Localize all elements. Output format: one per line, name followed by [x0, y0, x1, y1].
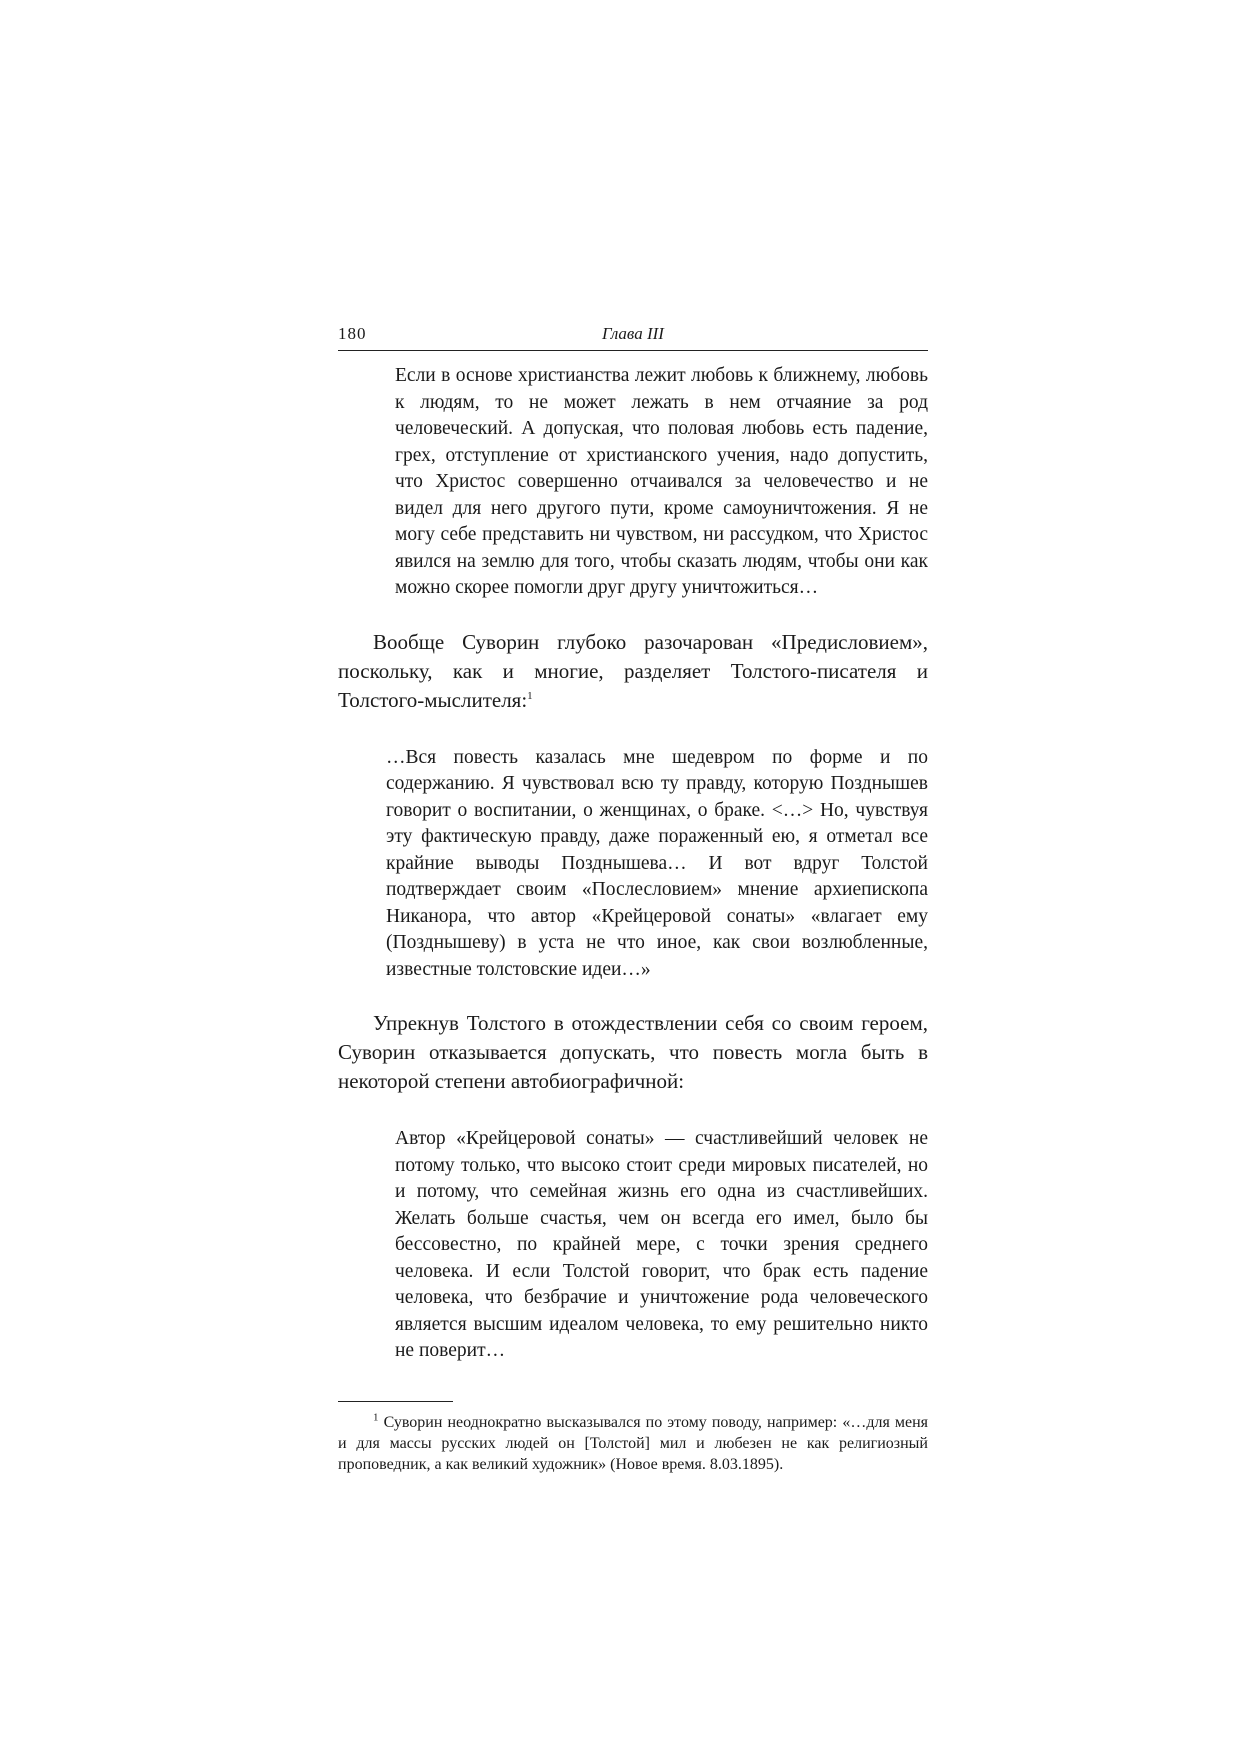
footnote-divider	[338, 1401, 453, 1402]
body-paragraph	[338, 628, 928, 715]
block-quote: Автор «Крейцеровой сонаты» — счастливейший человек не потому только, что высоко стоит среди мировых писателей, но и потому, что семейная жизнь его одна из счастливейших. Желать больше счастья, чем он всегда его имел, было бы бессовестно, по крайней мере, с точки зрения среднего человека. И если Толстой говорит, что брак есть падение человека, что безбрачие и уничтожение рода человеческого является высшим идеалом человека, то ему решительно никто не поверит…	[395, 1128, 928, 1361]
book-page	[338, 322, 928, 1491]
page-number: 180	[338, 324, 367, 343]
footnote-marker: 1	[373, 1411, 379, 1424]
footnote-reference: 1	[527, 689, 533, 702]
paragraph-text: Вообще Суворин глубоко разочарован «Предисловием», поскольку, как и многие, разделяет Толстого-писателя и Толстого-мыслителя:	[338, 629, 928, 712]
footnote	[338, 1412, 928, 1475]
block-quote: Если в основе христианства лежит любовь к ближнему, любовь к людям, то не может лежать в нем отчаяние за род человеческий. А допуская, что половая любовь есть падение, грех, отступление от христианского учения, надо допустить, что Христос совершенно отчаивался за человечество и не видел для него другого пути, кроме самоуничтожения. Я не могу себе представить ни чувством, ни рассудком, что Христос явился на землю для того, чтобы сказать людям, чтобы они как можно скорее помогли друг другу уничтожиться…	[395, 365, 928, 598]
body-paragraph: Упрекнув Толстого в отождествлении себя со своим героем, Суворин отказывается допускать, что повесть могла быть в некоторой степени автобиографичной:	[338, 1011, 928, 1093]
block-quote: …Вся повесть казалась мне шедевром по форме и по содержанию. Я чувствовал всю ту правду, которую Позднышев говорит о воспитании, о женщинах, о браке. <…> Но, чувствуя эту фактическую правду, даже пораженный ею, я отметал все крайние выводы Позднышева… И вот вдруг Толстой подтверждает своим «Послесловием» мнение архиепископа Никанора, что автор «Крейцеровой сонаты» «влагает ему (Позднышеву) в уста не что иное, как свои возлюбленные, известные толстовские идеи…»	[386, 746, 928, 980]
footnote-body: Суворин неоднократно высказывался по этому поводу, например: «…для меня и для массы русских людей он [Толстой] мил и любезен не как религиозный проповедник, а как великий художник» (Новое время. 8.03.1895).	[338, 1413, 929, 1473]
running-head: Глава III	[602, 324, 664, 343]
page-header	[338, 322, 928, 351]
